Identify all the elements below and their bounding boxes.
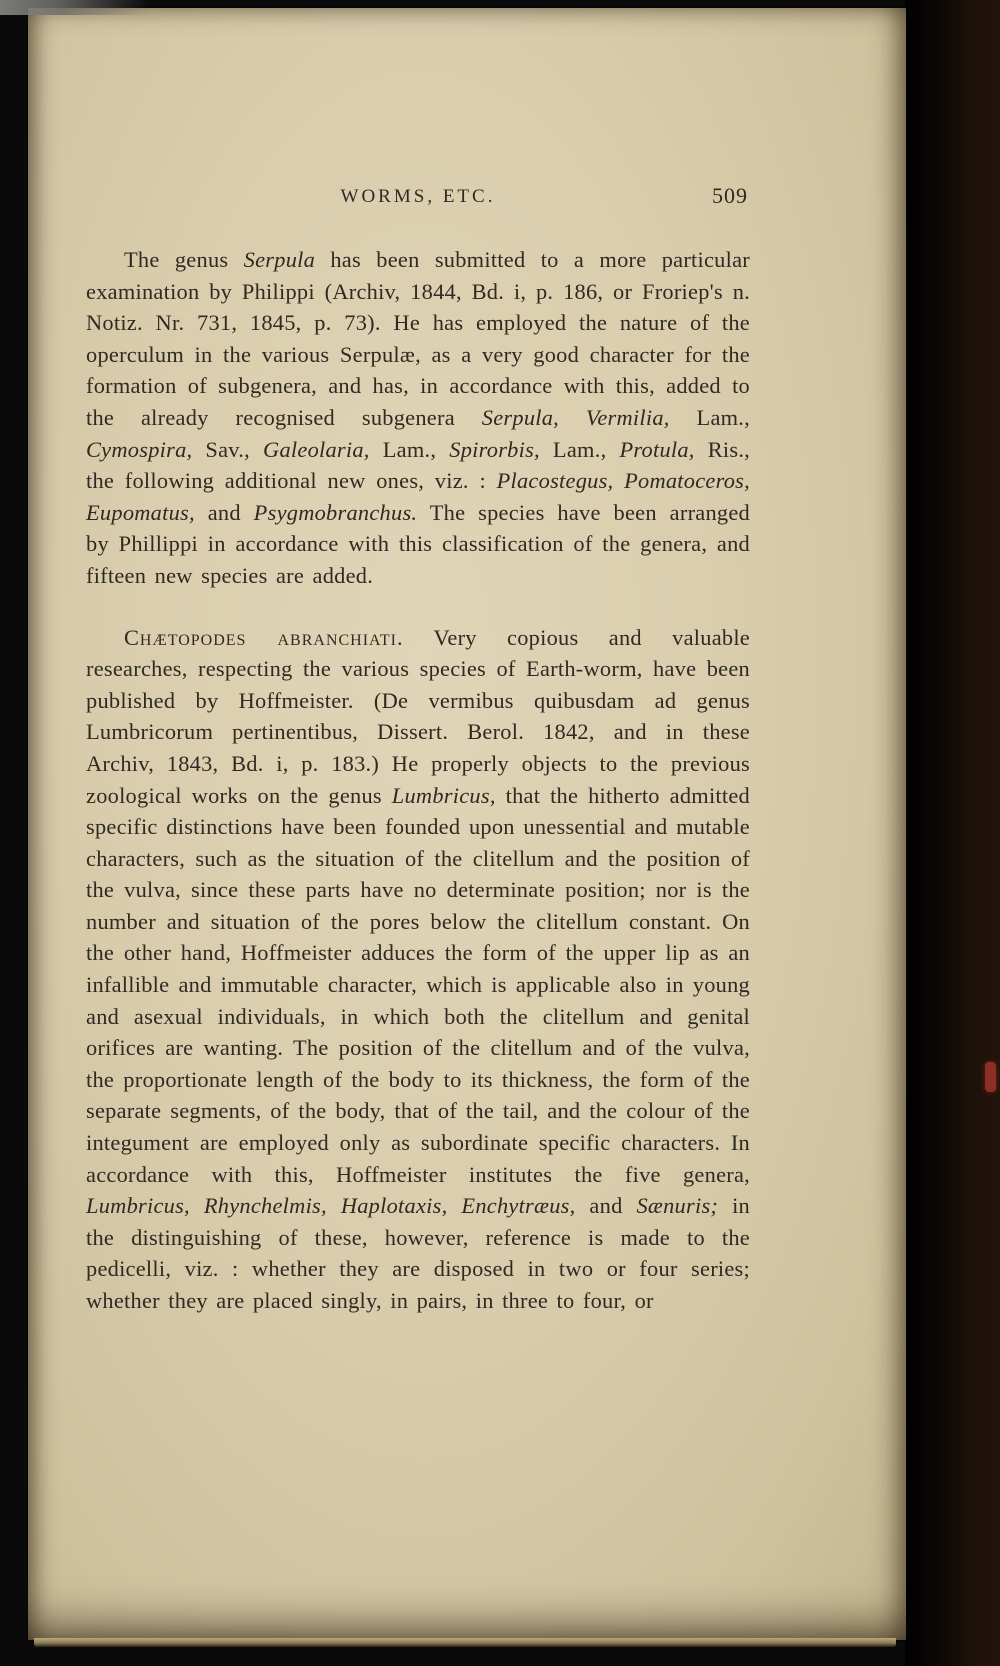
text-run: that the hitherto admitted specific distinctions have been founded upon unessential and mutable characters, such as the situation of the clitellum and the position of the vulva, since these parts have no determinate position; nor is the number and situation of the pores below the clitellum constant. On the other hand, Hoffmeister adduces the form of the upper lip as an infallible and immutable character, which is applicable also in young and asexual individuals, in which both the clitellum and genital orifices are wanting. The position of the clitellum and of the vulva, the proportionate length of the body to its thickness, the form of the separate segments, of the body, that of the tail, and the colour of the integument are employed only as subordinate specific characters. In accordance with this, Hoffmeister institutes the five genera, <box>86 782 750 1187</box>
italic-text-run: Protula, <box>619 436 695 462</box>
page-header <box>86 183 750 220</box>
page-number: 509 <box>712 183 748 208</box>
text-run: and <box>575 1193 637 1219</box>
italic-text-run: Serpula <box>243 247 316 272</box>
italic-text-run: Lumbricus, Rhynchelmis, Haplotaxis, Enchytræus, <box>86 1193 576 1219</box>
italic-text-run: Cymospira, <box>86 436 193 462</box>
text-run: has been submitted to a more particular examination by Philippi (Archiv, 1844, Bd. i, p. 186, or Froriep's n. Notiz. Nr. 731, 1845, p. 73). He has employed the nature of the operculum in the various Serpulæ, as a very good character for the formation of subgenera, and has, in accordance with this, added to the already recognised subgenera <box>86 247 750 430</box>
smallcaps-text-run: Chætopodes abranchiati. <box>124 624 404 650</box>
text-run: Lam., <box>669 404 750 430</box>
body-text <box>86 244 750 1317</box>
italic-text-run: Psygmobranchus. <box>253 499 418 525</box>
text-run: The genus <box>124 247 244 272</box>
paragraph <box>86 622 750 1317</box>
page-bottom-edge <box>34 1638 896 1647</box>
text-run: Lam., <box>369 436 450 462</box>
text-run: Sav., <box>192 436 264 462</box>
running-title: WORMS, ETC. <box>340 186 496 207</box>
italic-text-run: Serpula, Vermilia, <box>481 404 670 430</box>
italic-text-run: Lumbricus, <box>391 782 496 808</box>
text-run: Ris., the following additional new ones, viz. : <box>86 436 751 494</box>
text-run: Lam., <box>539 436 620 462</box>
italic-text-run: Placostegus, Pomatoceros, Eupomatus, <box>86 468 750 525</box>
italic-text-run: Galeolaria, <box>263 436 370 462</box>
book-edge <box>905 0 1000 1666</box>
text-run: and <box>194 499 254 525</box>
page-content <box>86 183 751 1317</box>
text-run: The species have been arranged by Phillippi in accordance with this classification of the genera, and fifteen new species are added. <box>86 499 750 588</box>
italic-text-run: Sænuris; <box>636 1193 719 1219</box>
paragraph <box>86 244 750 592</box>
italic-text-run: Spirorbis, <box>449 436 540 462</box>
text-run: Very copious and valuable researches, respecting the various species of Earth-worm, have been published by Hoffmeister. (De vermibus quibusdam ad genus Lumbricorum pertinentibus, Dissert. Berol. 1842, and in these Archiv, 1843, Bd. i, p. 183.) He properly objects to the previous zoological works on the genus <box>86 624 750 808</box>
book-page <box>28 8 906 1640</box>
scanner-glare <box>0 0 150 15</box>
spine-red-mark <box>985 1062 996 1092</box>
text-run: in the distinguishing of these, however, reference is made to the pedicelli, viz. : whether they are disposed in two or four series; whether they are placed singly, in pairs, in three to four, or <box>86 1193 750 1313</box>
